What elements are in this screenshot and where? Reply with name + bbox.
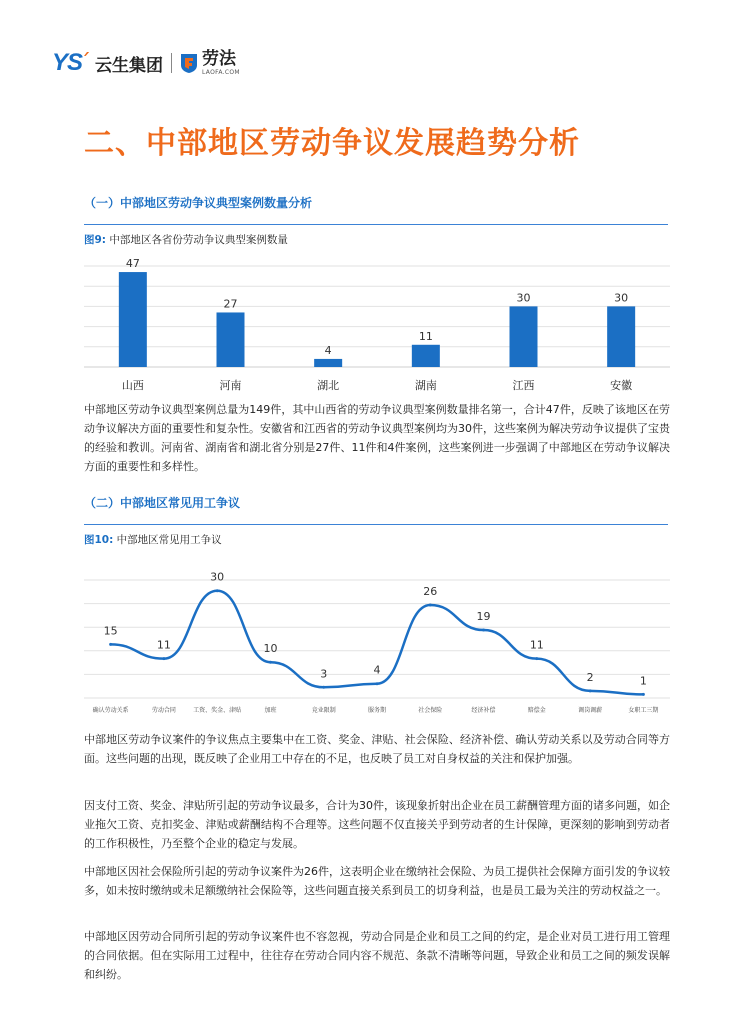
data-point: [269, 661, 272, 664]
header-logos: [52, 48, 240, 78]
ys-brand-name: 云生集团: [95, 55, 164, 76]
bar-value-label: 30: [614, 291, 629, 305]
figure9-bar-chart: [84, 252, 670, 400]
bar-湖南: [412, 345, 440, 367]
x-tick-label: 河南: [219, 379, 242, 392]
series-line: [111, 591, 644, 695]
point-value-label: 1: [639, 674, 647, 688]
point-value-label: 11: [529, 638, 544, 652]
section2-paragraph-3: 中部地区因社会保险所引起的劳动争议案件为26件，这表明企业在缴纳社会保险、为员工提供社会保障方面引发的争议较多，如未按时缴纳或未足额缴纳社会保险等，这些问题直接关系到员工的切身利益，也是员工最为关注的劳动权益之一。: [84, 865, 670, 897]
x-tick-label: 竞业限制: [311, 707, 336, 714]
x-tick-label: 确认劳动关系: [92, 707, 129, 714]
laofa-brand-en: LAOFA.COM: [202, 68, 240, 76]
point-value-label: 2: [586, 670, 594, 684]
figure10-title: 中部地区常见用工争议: [116, 534, 222, 546]
x-tick-label: 服务期: [367, 707, 387, 714]
point-value-label: 26: [423, 585, 438, 599]
x-tick-label: 女职工三期: [628, 707, 659, 714]
bar-山西: [119, 272, 147, 367]
laofa-shield-icon: [180, 52, 198, 74]
data-point: [376, 682, 379, 685]
x-tick-label: 赔偿金: [527, 707, 546, 714]
data-point: [535, 657, 538, 660]
x-tick-label: 调岗调薪: [578, 707, 603, 714]
x-tick-label: 经济补偿: [471, 707, 496, 714]
figure9-title: 中部地区各省份劳动争议典型案例数量: [109, 234, 288, 246]
data-point: [322, 686, 325, 689]
page-title: 二、中部地区劳动争议发展趋势分析: [84, 126, 580, 161]
x-tick-label: 安徽: [610, 379, 633, 392]
ys-logo-accent-icon: ˊ: [80, 50, 92, 76]
bar-value-label: 47: [125, 257, 140, 271]
bar-value-label: 11: [418, 329, 433, 343]
logo-divider: [171, 53, 172, 73]
point-value-label: 3: [320, 667, 328, 681]
laofa-brand: [202, 48, 240, 76]
point-value-label: 19: [476, 610, 491, 624]
x-tick-label: 加班: [264, 707, 277, 714]
x-tick-label: 江西: [512, 379, 535, 392]
ys-logo-mark: YS: [52, 49, 83, 76]
x-tick-label: 工资、奖金、津贴: [193, 707, 242, 714]
figure10-caption: [84, 532, 222, 547]
bar-value-label: 30: [516, 291, 531, 305]
figure9-caption: [84, 232, 288, 247]
figure10-label: 图10:: [84, 534, 114, 546]
point-value-label: 10: [263, 642, 278, 656]
point-value-label: 15: [103, 624, 118, 638]
data-point: [109, 643, 112, 646]
section2-rule: [84, 524, 668, 525]
x-tick-label: 湖北: [317, 379, 340, 392]
bar-value-label: 4: [324, 343, 332, 357]
data-point: [482, 629, 485, 632]
section1-rule: [84, 224, 668, 225]
bar-湖北: [314, 359, 342, 367]
figure10-line-chart: [84, 558, 670, 722]
data-point: [642, 693, 645, 696]
data-point: [429, 604, 432, 607]
section2-paragraph-4: 中部地区因劳动合同所引起的劳动争议案件也不容忽视，劳动合同是企业和员工之间的约定，是企业对员工进行用工管理的合同依据。但在实际用工过程中，往往存在劳动合同内容不规范、条款不清晰等问题，导致企业和员工之间的频发误解和纠纷。: [84, 930, 670, 981]
data-point: [216, 589, 219, 592]
bar-安徽: [607, 306, 635, 367]
point-value-label: 11: [156, 638, 171, 652]
point-value-label: 30: [210, 570, 225, 584]
point-value-label: 4: [373, 663, 381, 677]
data-point: [589, 689, 592, 692]
laofa-brand-cn: 劳法: [202, 48, 237, 69]
bar-江西: [510, 306, 538, 367]
section2-paragraph-1: 中部地区劳动争议案件的争议焦点主要集中在工资、奖金、津贴、社会保险、经济补偿、确认劳动关系以及劳动合同等方面。这些问题的出现，既反映了企业用工中存在的不足，也反映了员工对自身权益的关注和保护加强。: [84, 733, 670, 765]
data-point: [162, 657, 165, 660]
x-tick-label: 湖南: [414, 379, 437, 392]
section1-paragraph: 中部地区劳动争议典型案例总量为149件，其中山西省的劳动争议典型案例数量排名第一，合计47件，反映了该地区在劳动争议解决方面的重要性和复杂性。安徽省和江西省的劳动争议典型案例均为30件，这些案例为解决劳动争议提供了宝贵的经验和教训。河南省、湖南省和湖北省分别是27件、11件和4件案例，这些案例进一步强调了中部地区在劳动争议解决方面的重要性和多样性。: [84, 403, 670, 473]
bar-value-label: 27: [223, 297, 238, 311]
section1-title: （一）中部地区劳动争议典型案例数量分析: [84, 196, 313, 210]
x-tick-label: 山西: [121, 379, 144, 392]
bar-河南: [217, 312, 245, 367]
figure9-label: 图9:: [84, 234, 107, 246]
x-tick-label: 社会保险: [418, 707, 443, 714]
section2-paragraph-2: 因支付工资、奖金、津贴所引起的劳动争议最多，合计为30件，该现象折射出企业在员工薪酬管理方面的诸多问题，如企业拖欠工资、克扣奖金、津贴或薪酬结构不合理等。这些问题不仅直接关乎到劳动者的生计保障，更深刻的影响到劳动者的工作积极性，乃至整个企业的稳定与发展。: [84, 799, 670, 850]
section2-title: （二）中部地区常见用工争议: [84, 496, 241, 510]
x-tick-label: 劳动合同: [151, 707, 176, 714]
